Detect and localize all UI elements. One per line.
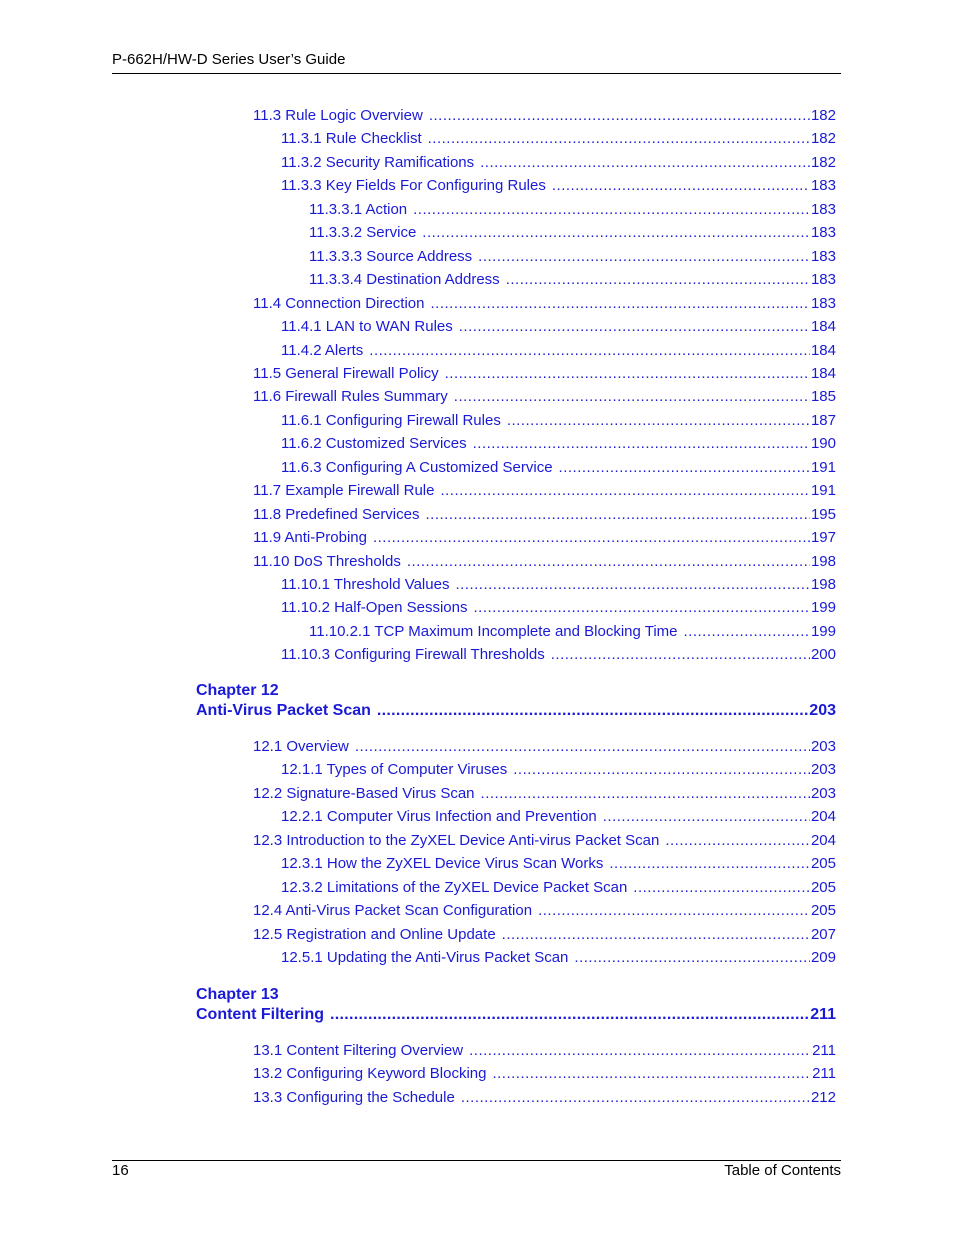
page-number: 184 (810, 364, 836, 382)
entry-title: 11.10.3 Configuring Firewall Thresholds (281, 646, 545, 664)
leader-dots (461, 1088, 810, 1108)
leader-dots (559, 458, 810, 478)
page-number: 195 (810, 505, 836, 523)
page-number: 184 (810, 341, 836, 359)
page-number: 205 (810, 878, 836, 896)
toc-entry[interactable] (309, 223, 836, 243)
toc-entry[interactable] (309, 270, 836, 290)
page-number: 203 (810, 738, 836, 755)
footer-section-title: Table of Contents (724, 1162, 841, 1179)
entry-title: 11.4 Connection Direction (253, 294, 425, 312)
entry-title: 12.3.2 Limitations of the ZyXEL Device Packet Scan (281, 878, 628, 896)
toc-entry[interactable] (281, 434, 836, 454)
toc-entry[interactable] (281, 854, 836, 874)
toc-entry[interactable] (281, 458, 836, 478)
entry-title: 11.10.2.1 TCP Maximum Incomplete and Blocking Time (309, 622, 678, 640)
toc-entry[interactable] (281, 760, 836, 780)
page-number: 205 (810, 855, 836, 873)
toc-entry[interactable] (281, 176, 836, 196)
leader-dots (492, 1064, 811, 1084)
page-number: 197 (810, 529, 836, 547)
toc-entry[interactable] (253, 1064, 836, 1084)
leader-dots (459, 317, 810, 337)
toc-entry[interactable] (253, 106, 836, 126)
toc-entry[interactable] (281, 129, 836, 149)
leader-dots (481, 784, 810, 804)
leader-dots (473, 434, 810, 454)
entry-title: 11.6.1 Configuring Firewall Rules (281, 411, 501, 429)
toc-entry[interactable] (309, 200, 836, 220)
page-number: 204 (810, 831, 836, 849)
toc-entry[interactable] (281, 645, 836, 665)
entry-title: 12.1.1 Types of Computer Viruses (281, 761, 508, 779)
page-number: 198 (810, 576, 836, 593)
leader-dots (574, 948, 810, 968)
toc-entry[interactable] (253, 1088, 836, 1108)
toc-entry[interactable] (253, 481, 836, 501)
leader-dots (506, 270, 810, 290)
header-divider (112, 73, 841, 74)
leader-dots (513, 760, 810, 780)
toc-entry[interactable] (253, 505, 836, 525)
leader-dots (469, 1041, 811, 1061)
toc-entry[interactable] (253, 552, 836, 572)
toc-entry[interactable] (253, 925, 836, 945)
page-number: 183 (810, 294, 836, 312)
toc-entry[interactable] (253, 1041, 836, 1061)
leader-dots (474, 598, 810, 618)
page-number: 204 (810, 808, 836, 826)
entry-title: 13.1 Content Filtering Overview (253, 1042, 464, 1059)
entry-title: 11.3.2 Security Ramifications (281, 153, 475, 171)
entry-title: 11.6.2 Customized Services (281, 435, 467, 453)
toc-entry[interactable] (281, 878, 836, 898)
page-number: 183 (810, 200, 836, 218)
leader-dots (609, 854, 810, 874)
toc-entry[interactable] (281, 153, 836, 173)
leader-dots (377, 701, 808, 721)
entry-title: 11.7 Example Firewall Rule (253, 482, 435, 500)
leader-dots (440, 481, 810, 501)
page-number: 183 (810, 271, 836, 289)
page-number: 185 (810, 388, 836, 406)
toc-chapter-13[interactable] (196, 1005, 836, 1025)
toc-entry[interactable] (253, 737, 836, 757)
leader-dots (426, 505, 810, 525)
footer-divider (112, 1160, 841, 1161)
page-number: 190 (810, 435, 836, 453)
toc-entry[interactable] (281, 341, 836, 361)
leader-dots (538, 901, 810, 921)
leader-dots (355, 737, 810, 757)
entry-title: 13.3 Configuring the Schedule (253, 1088, 455, 1106)
toc-entry[interactable] (281, 807, 836, 827)
page-number: 182 (810, 130, 836, 148)
page-number: 182 (810, 107, 836, 124)
entry-title: 11.5 General Firewall Policy (253, 364, 439, 382)
entry-title: 12.4 Anti-Virus Packet Scan Configuration (253, 902, 533, 920)
leader-dots (480, 153, 810, 173)
entry-title: 11.3.3.2 Service (309, 224, 417, 242)
page-number: 187 (810, 411, 836, 429)
entry-title: 12.2.1 Computer Virus Infection and Prevention (281, 808, 597, 826)
leader-dots (684, 622, 810, 642)
page-number: 211 (812, 1042, 836, 1059)
leader-dots (502, 925, 810, 945)
entry-title: 11.10 DoS Thresholds (253, 552, 401, 570)
leader-dots (369, 341, 810, 361)
chapter-13-label: Chapter 13 (196, 986, 279, 1003)
page-number: 182 (810, 153, 836, 171)
page-number: 199 (810, 599, 836, 617)
page-number: 203 (810, 784, 836, 802)
leader-dots (478, 247, 810, 267)
leader-dots (455, 575, 810, 595)
entry-title: 11.10.2 Half-Open Sessions (281, 599, 468, 617)
leader-dots (603, 807, 810, 827)
chapter-title: Content Filtering (196, 1006, 324, 1023)
toc-entry[interactable] (253, 831, 836, 851)
entry-title: 11.6.3 Configuring A Customized Service (281, 458, 553, 476)
page-number: 184 (810, 318, 836, 336)
page-number: 183 (810, 177, 836, 195)
leader-dots (429, 106, 810, 126)
entry-title: 11.3.1 Rule Checklist (281, 130, 422, 148)
entry-title: 11.3.3.1 Action (309, 200, 408, 218)
entry-title: 12.5.1 Updating the Anti-Virus Packet Scan (281, 949, 569, 967)
toc-entry[interactable] (253, 528, 836, 548)
toc-entry[interactable] (281, 411, 836, 431)
leader-dots (422, 223, 810, 243)
toc-entry[interactable] (309, 622, 836, 642)
page-number: 211 (812, 1065, 836, 1083)
toc-entry[interactable] (281, 598, 836, 618)
leader-dots (551, 645, 810, 665)
page-number: 191 (810, 482, 836, 500)
running-header: P-662H/HW-D Series User’s Guide (112, 51, 346, 68)
leader-dots (665, 831, 810, 851)
leader-dots (431, 294, 810, 314)
leader-dots (373, 528, 810, 548)
toc-entry[interactable] (253, 784, 836, 804)
toc-chapter-12[interactable] (196, 701, 836, 721)
page-number: 207 (810, 925, 836, 943)
entry-title: 12.3.1 How the ZyXEL Device Virus Scan Works (281, 855, 604, 873)
toc-entry[interactable] (281, 317, 836, 337)
entry-title: 11.4.2 Alerts (281, 341, 364, 359)
entry-title: 12.3 Introduction to the ZyXEL Device Anti-virus Packet Scan (253, 831, 660, 849)
leader-dots (330, 1005, 809, 1025)
toc-entry[interactable] (281, 575, 836, 595)
page-number: 200 (810, 646, 836, 664)
page-number: 205 (810, 902, 836, 920)
page-number: 212 (810, 1088, 836, 1106)
leader-dots (445, 364, 810, 384)
toc-entry[interactable] (253, 387, 836, 407)
footer-page-number: 16 (112, 1162, 129, 1179)
entry-title: 11.4.1 LAN to WAN Rules (281, 318, 453, 336)
page-number: 183 (810, 247, 836, 265)
entry-title: 11.6 Firewall Rules Summary (253, 388, 448, 406)
chapter-12-label: Chapter 12 (196, 682, 279, 699)
entry-title: 11.8 Predefined Services (253, 505, 420, 523)
page-number: 198 (810, 552, 836, 570)
page-number: 183 (810, 224, 836, 242)
leader-dots (407, 552, 810, 572)
page-number: 203 (810, 761, 836, 779)
toc-entry[interactable] (253, 294, 836, 314)
entry-title: 12.5 Registration and Online Update (253, 925, 496, 943)
entry-title: 11.3 Rule Logic Overview (253, 107, 423, 124)
leader-dots (507, 411, 810, 431)
entry-title: 11.3.3.3 Source Address (309, 247, 473, 265)
entry-title: 11.3.3.4 Destination Address (309, 271, 500, 289)
page-number: 209 (810, 949, 836, 967)
toc-entry[interactable] (253, 364, 836, 384)
leader-dots (454, 387, 810, 407)
leader-dots (633, 878, 810, 898)
page-number: 191 (810, 458, 836, 476)
entry-title: 12.2 Signature-Based Virus Scan (253, 784, 475, 802)
leader-dots (428, 129, 810, 149)
chapter-title: Anti-Virus Packet Scan (196, 702, 371, 719)
toc-entry[interactable] (253, 901, 836, 921)
entry-title: 11.9 Anti-Probing (253, 529, 367, 547)
entry-title: 11.3.3 Key Fields For Configuring Rules (281, 177, 546, 195)
leader-dots (413, 200, 810, 220)
page-number: 203 (809, 702, 836, 719)
toc-entry[interactable] (281, 948, 836, 968)
toc-entry[interactable] (309, 247, 836, 267)
leader-dots (552, 176, 810, 196)
page-number: 199 (810, 622, 836, 640)
entry-title: 13.2 Configuring Keyword Blocking (253, 1065, 487, 1083)
entry-title: 11.10.1 Threshold Values (281, 576, 450, 593)
entry-title: 12.1 Overview (253, 738, 349, 755)
page-number: 211 (810, 1006, 836, 1023)
